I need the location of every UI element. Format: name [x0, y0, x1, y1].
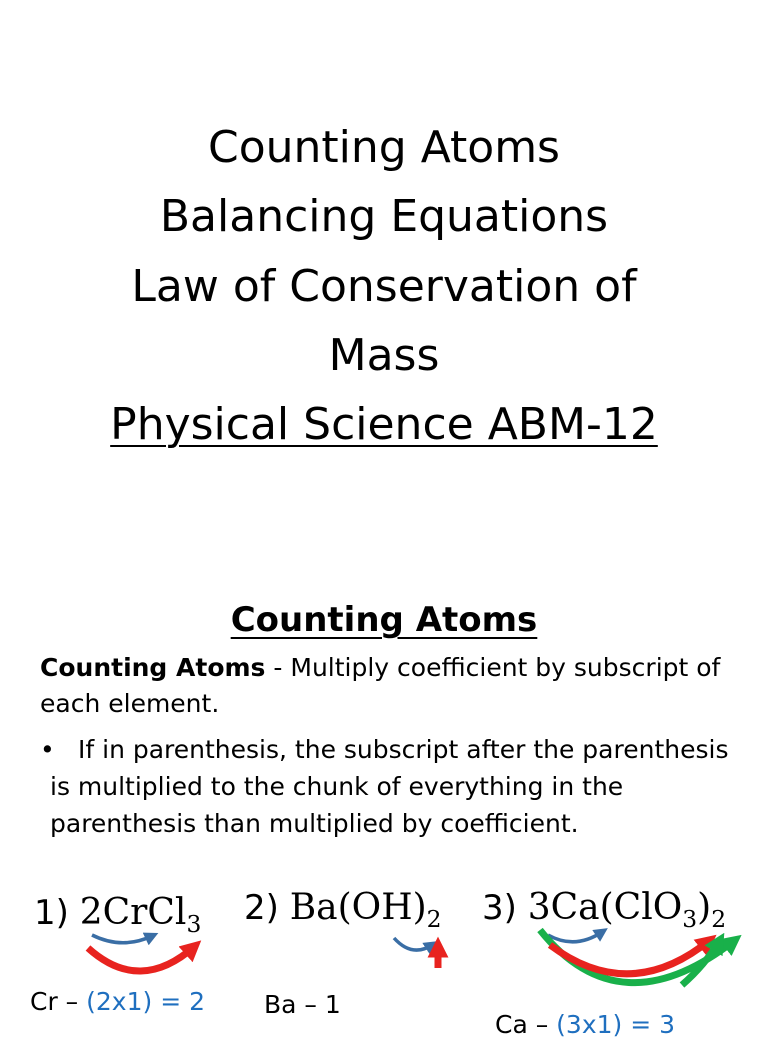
- example-3-subscript-b: 2: [711, 905, 727, 934]
- definition-text: - Multiply coefficient by subscript of each element.: [40, 653, 721, 718]
- title-line-4: Mass: [328, 330, 440, 381]
- title-line-1: Counting Atoms: [208, 122, 560, 173]
- arrow-1-red: [88, 946, 195, 971]
- count-cr: [30, 987, 205, 1017]
- example-1-formula: CrCl: [102, 892, 187, 933]
- arrow-3-blue: [548, 932, 602, 942]
- count-ba: [264, 990, 341, 1020]
- example-3-coefficient: 3: [527, 887, 551, 928]
- title-subtitle: Physical Science ABM-12: [110, 399, 658, 450]
- count-ca-calc: (3x1) = 3: [556, 1010, 676, 1039]
- bullet-text: If in parenthesis, the subscript after the parenthesis is multiplied to the chunk of everything in the parenthesis than multiplied by coefficient.: [50, 735, 729, 838]
- arrow-1-blue: [92, 935, 152, 943]
- count-cr-calc: (2x1) = 2: [86, 987, 206, 1016]
- definition-term: Counting Atoms: [40, 653, 266, 682]
- example-3-subscript-a: 3: [682, 905, 698, 934]
- example-2-number: 2): [244, 888, 279, 928]
- example-3-formula-b: ): [697, 887, 712, 928]
- example-3-formula-a: Ca(ClO: [550, 887, 683, 928]
- example-1-number: 1): [34, 893, 69, 933]
- arrow-2-blue: [394, 938, 432, 950]
- example-2-formula: Ba(OH): [289, 887, 427, 928]
- count-ca: [495, 1010, 675, 1040]
- bullet-marker: •: [40, 735, 55, 764]
- slide-heading: Counting Atoms: [230, 600, 538, 640]
- count-ca-element: Ca –: [495, 1010, 557, 1039]
- example-1-coefficient: 2: [79, 892, 103, 933]
- title-line-3: Law of Conservation of: [131, 261, 637, 312]
- count-ba-element: Ba – 1: [264, 990, 341, 1019]
- count-cr-element: Cr –: [30, 987, 87, 1016]
- example-1-subscript: 3: [186, 910, 202, 939]
- example-2-subscript: 2: [426, 905, 442, 934]
- example-3-number: 3): [482, 888, 517, 928]
- title-line-2: Balancing Equations: [159, 191, 609, 242]
